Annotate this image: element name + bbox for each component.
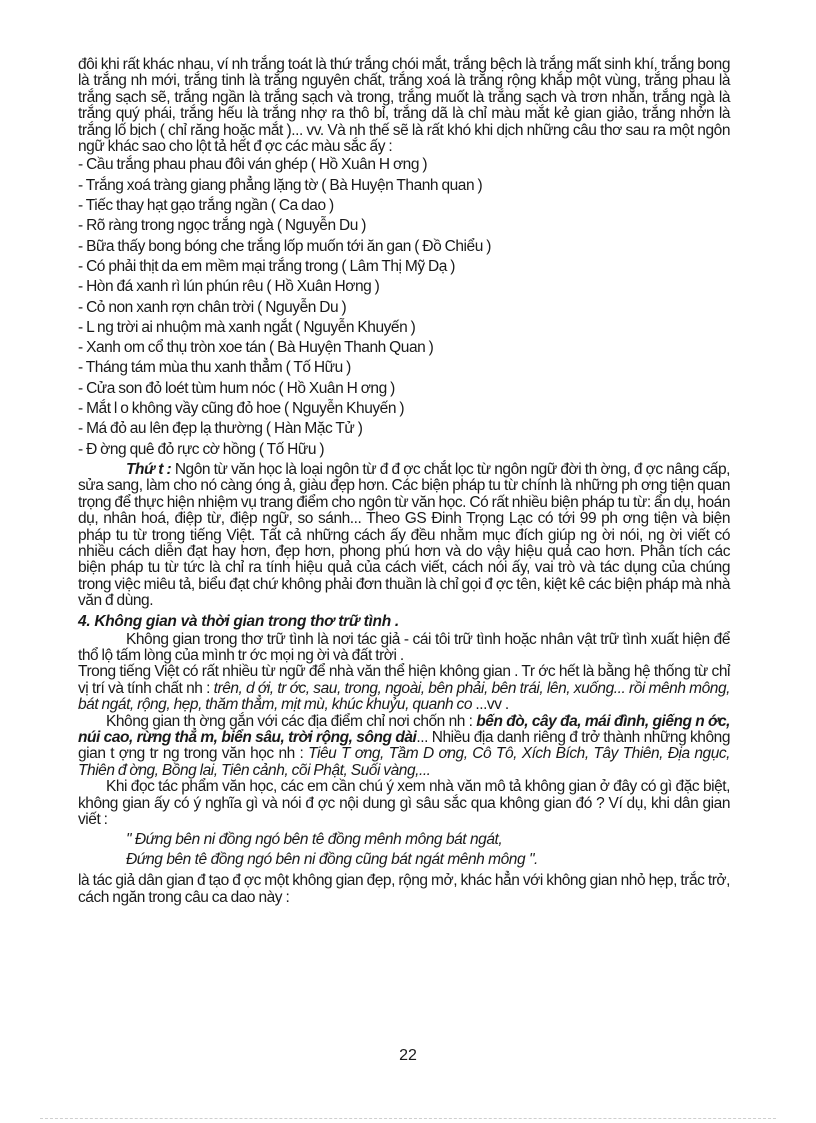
emphasis-text: Tiêu T ơng, Tầm D ơng, Cô Tô, Xích Bích, Tây Thiên, Địa ngục, Thiên đ ờng, Bồng lai, Tiên cảnh, cõi Phật, Suối vàng,...: [78, 745, 731, 779]
paragraph-space-places: [78, 714, 730, 780]
list-item: - Tháng tám mùa thu xanh thẳm ( Tố Hữu ): [78, 359, 351, 377]
list-item: - Mắt l o không vầy cũng đỏ hoe ( Nguyễn Khuyến ): [78, 400, 405, 417]
paragraph-rhetoric: [78, 462, 730, 610]
quote-line: Đứng bên tê đồng ngó bên ni đồng cũng bát ngát mênh mông ".: [126, 850, 538, 868]
paragraph-text: Trong tiếng Việt có rất nhiều từ ngữ để nhà văn thể hiện không gian . Tr ớc hết là bằng hệ thống từ chỉ vị trí và tính chất nh :: [78, 663, 730, 697]
list-item: - Đ ờng quê đỏ rực cờ hồng ( Tố Hữu ): [78, 440, 325, 458]
list-item: - Tiếc thay hạt gạo trắng ngần ( Ca dao ): [78, 197, 334, 215]
list-item: - Bữa thấy bong bóng che trắng lốp muốn tới ăn gan ( Đồ Chiểu ): [78, 237, 491, 255]
page-number: 22: [399, 1047, 417, 1064]
list-item: - Cỏ non xanh rợn chân trời ( Nguyễn Du ): [78, 298, 347, 316]
folk-verse-quote: [78, 830, 730, 869]
section-label: Thứ t :: [126, 460, 172, 478]
paragraph-conclusion: là tác giả dân gian đ tạo đ ợc một không gian đẹp, rộng mở, khác hẳn với không gian nhỏ hẹp, trắc trở, cách ngăn trong câu ca dao này :: [78, 872, 730, 906]
poem-example-list: [78, 155, 730, 459]
paragraph-space-definition: Không gian trong thơ trữ tình là nơi tác giả - cái tôi trữ tình hoặc nhân vật trữ tình xuất hiện để thổ lộ tấm lòng của mình tr ớc mọi ng ời và đất trời .: [78, 630, 730, 664]
list-item: - Cửa son đỏ loét tùm hum nóc ( Hồ Xuân H ơng ): [78, 379, 395, 397]
quote-line: " Đứng bên ni đồng ngó bên tê đồng mênh mông bát ngát,: [126, 831, 503, 849]
emphasis-text: bến đò, cây đa, mái đình, giếng n ớc, núi cao, rừng thẳ m, biển sâu, trời rộng, sông dài: [78, 712, 731, 746]
emphasis-text: trên, d ới, tr ớc, sau, trong, ngoài, bên phải, bên trái, lên, xuống... rồi mênh mông, bát ngát, rộng, hẹp, thăm thẳm, mịt mù, khúc khuỷu, quanh co: [78, 679, 731, 714]
section-heading: 4. Không gian và thời gian trong thơ trữ tình .: [78, 612, 399, 630]
list-item: - Có phải thịt da em mềm mại trắng trong ( Lâm Thị Mỹ Dạ ): [78, 257, 456, 275]
page-bottom-rule: [40, 1118, 776, 1119]
list-item: - Trắng xoá tràng giang phẳng lặng tờ ( Bà Huyện Thanh quan ): [78, 176, 483, 194]
paragraph-text: ... Nhiều địa danh riêng đ trở thành những không gian t ợng tr ng trong văn học nh :: [78, 728, 730, 763]
paragraph-text: Không gian th ờng gắn với các địa điểm chỉ nơi chốn nh :: [106, 712, 473, 730]
paragraph-space-words: [78, 664, 730, 713]
paragraph-reading-advice: Khi đọc tác phẩm văn học, các em cần chú ý xem nhà văn mô tả không gian ở đây có gì đặc biệt, không gian ấy có ý nghĩa gì và nói đ ợc nội dung gì sâu sắc qua không gian đó ? Ví dụ, khi dân gian viết :: [78, 778, 730, 829]
paragraph-colors-white: đôi khi rất khác nhau, ví nh trắng toát là thứ trắng chói mắt, trắng bệch là trắng mất sinh khí, trắng bong là trắng nh mới, trắng tinh là trắng nguyên chất, trắng xoá là trắng rộng khắp một vùng, trắng phau là trắng sạch sẽ, trắng ngần là trắng sạch và trong, trắng muốt là trắng sạch và trơn nhẵn, trắng ngà là trắng quý phái, trắng hếu là trắng nhợ ra thô bỉ, trắng dã là chỉ màu mắt kẻ gian giảo, trắng nhởn là trắng lố bịch ( chỉ răng hoặc mắt )... vv. Và nh thế sẽ là rất khó khi dịch những câu thơ sau ra một ngôn ngữ khác sao cho lột tả hết đ ợc các màu sắc ấy :: [78, 56, 730, 156]
document-page: [78, 57, 730, 906]
list-item: - L ng trời ai nhuộm mà xanh ngắt ( Nguyễn Khuyến ): [78, 318, 416, 336]
list-item: - Má đỏ au lên đẹp lạ thường ( Hàn Mặc Tử ): [78, 420, 363, 438]
paragraph-text: Ngôn từ văn học là loại ngôn từ đ đ ợc chắt lọc từ ngôn ngữ đời th ờng, đ ợc nâng cấp, sửa sang, làm cho nó càng óng ả, giàu đẹp hơn. Các biện pháp tu từ chính là những ph ơng tiện quan trọng để thực hiện nhiệm vụ trang điểm cho ngôn từ văn học. Có rất nhiều biện pháp tu từ: ẩn dụ, hoán dụ, nhân hoá, điệp từ, điệp ngữ, so sánh... Theo GS Đinh Trọng Lạc có tới 99 ph ơng tiện và biện pháp tu từ trong tiếng Việt. Tất cả những cách ấy đều nhằm mục đích giúp ng ời nói, ng ời viết có nhiều cách diễn đạt hay hơn, đẹp hơn, phong phú hơn và do vậy hiệu quả cao hơn. Phân tích các biện pháp tu từ tức là chỉ ra tính hiệu quả của cách viết, cách nói ấy, vai trò và tác dụng của chúng trong việc miêu tả, biểu đạt chứ không phải đơn thuần là chỉ gọi đ ợc tên, kiệt kê các biện pháp mà nhà văn đ dùng.: [78, 460, 730, 610]
list-item: - Rõ ràng trong ngọc trắng ngà ( Nguyễn Du ): [78, 217, 366, 235]
list-item: - Hòn đá xanh rì lún phún rêu ( Hồ Xuân Hơng ): [78, 278, 380, 296]
list-item: - Cầu trắng phau phau đôi ván ghép ( Hồ Xuân H ơng ): [78, 156, 428, 174]
paragraph-text: ...vv .: [475, 696, 509, 714]
list-item: - Xanh om cổ thụ tròn xoe tán ( Bà Huyện Thanh Quan ): [78, 339, 434, 357]
